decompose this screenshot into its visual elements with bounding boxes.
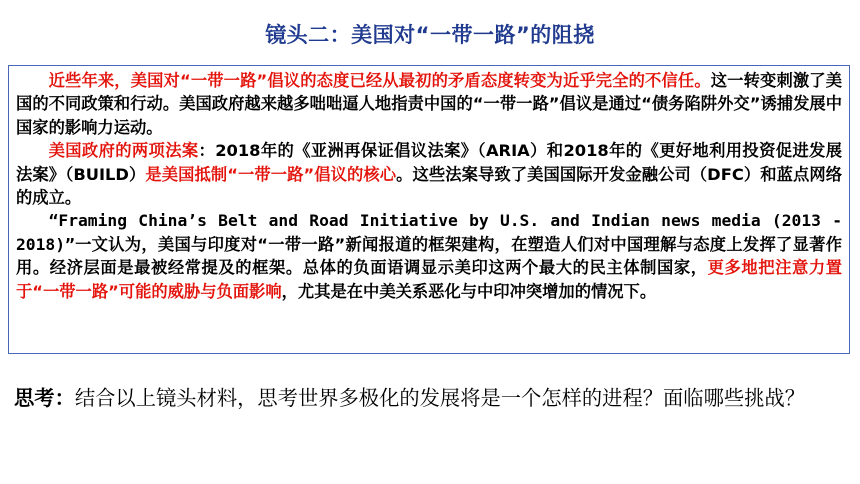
think-question bbox=[14, 384, 844, 413]
text-acts-result: 。这些法案导致了美国国际开发金融公司（DFC）和蓝点网络的成立。 bbox=[16, 164, 842, 208]
material-box bbox=[8, 65, 850, 354]
highlight-core: 是美国抵制“一带一路”倡议的核心 bbox=[145, 164, 397, 184]
text-media-analysis: 一文认为，美国与印度对“一带一路”新闻报道的框架建构，在塑造人们对中国理解与态度上发挥了显著作用。经济层面是最被经常提及的框架。总体的负面语调显示美印这两个最大的民主体制国家， bbox=[16, 234, 842, 278]
think-label: 思考： bbox=[14, 386, 75, 410]
paragraph-two-acts bbox=[16, 139, 842, 209]
highlight-attitude: 近些年来，美国对“一带一路”倡议的态度已经从最初的矛盾态度转变为近乎完全的不信任。 bbox=[48, 71, 711, 90]
paragraph-media-framing bbox=[16, 209, 842, 303]
text-attitude: 这一转变刺激了美国的不同政策和行动。美国政府越来越多咄咄逼人地指责中国的“一带一路”倡议是通过“债务陷阱外交”诱捕发展中国家的影响力运动。 bbox=[16, 71, 842, 137]
text-acts-detail: ：2018年的《亚洲再保证倡议法案》（ARIA）和2018年的《更好地利用投资促进发展法案》（BUILD） bbox=[16, 141, 842, 184]
highlight-negative-focus: 更多地把注意力置于“一带一路”可能的威胁与负面影响 bbox=[16, 258, 842, 301]
highlight-two-acts: 美国政府的两项法案 bbox=[48, 141, 199, 161]
english-article-title: “Framing China’s Belt and Road Initiative by U.S. and Indian news media (2013 - 2018)” bbox=[16, 211, 842, 254]
slide-title: 镜头二：美国对“一带一路”的阻挠 bbox=[265, 23, 595, 47]
think-text: 结合以上镜头材料，思考世界多极化的发展将是一个怎样的进程？面临哪些挑战？ bbox=[74, 386, 805, 410]
paragraph-attitude-shift bbox=[16, 69, 842, 139]
text-context: ，尤其是在中美关系恶化与中印冲突增加的情况下。 bbox=[281, 281, 657, 301]
